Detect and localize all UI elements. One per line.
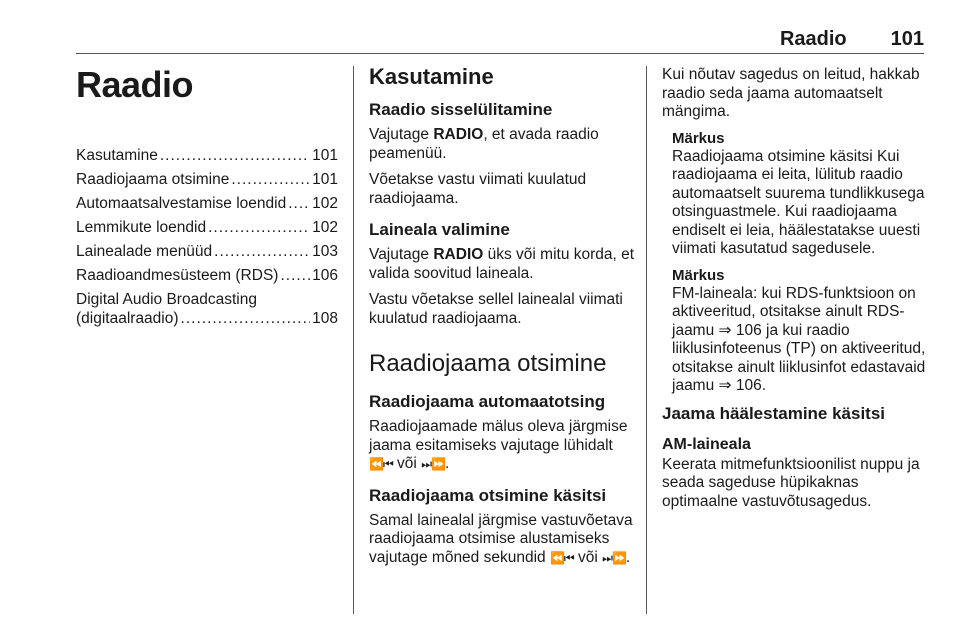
toc-leader — [214, 242, 310, 261]
toc-page: 103 — [312, 243, 338, 260]
toc-leader — [231, 170, 310, 189]
header-section: Raadio — [779, 28, 847, 50]
paragraph: Kui nõutav sagedus on leitud, hakkab raadio seda jaama automaatselt mängima. — [662, 66, 920, 120]
toc-leader — [288, 194, 310, 213]
note-label: Märkus — [672, 266, 725, 284]
column-divider-1 — [353, 66, 354, 614]
toc-page: 102 — [312, 219, 338, 236]
subheading-manual-tuning: Jaama häälestamine käsitsi — [662, 403, 886, 423]
subheading-radio-on: Raadio sisselülitamine — [369, 100, 553, 119]
seek-back-icon: ⏪⏮ — [549, 550, 574, 565]
toc-item[interactable] — [76, 218, 338, 237]
paragraph: Võetakse vastu viimati kuulatud raadiojaama. — [369, 171, 587, 207]
content-column-3 — [662, 66, 932, 519]
toc-label: Automaatsalvestamise loendid — [76, 195, 287, 212]
toc-item[interactable] — [76, 242, 338, 261]
note-box — [662, 267, 932, 396]
toc-label: Lainealade menüüd — [76, 243, 213, 260]
toc-leader — [280, 266, 310, 285]
paragraph: Keerata mitmefunktsioonilist nuppu ja seada sageduse hüpikaknas optimaalne vastuvõtusagedus. — [662, 455, 920, 510]
toc-leader — [160, 146, 310, 165]
subheading-auto-search: Raadiojaama automaatotsing — [369, 392, 606, 411]
toc-item[interactable] — [76, 170, 338, 189]
header-page-number: 101 — [890, 28, 924, 50]
toc-page: 102 — [312, 195, 338, 212]
toc-label-cont: (digitaalraadio) — [76, 310, 179, 327]
note-label: Märkus — [672, 129, 725, 147]
section-heading-usage: Kasutamine — [369, 64, 494, 89]
note-box — [662, 130, 932, 259]
subheading-band-select: Laineala valimine — [369, 220, 510, 239]
seek-back-icon: ⏪⏮ — [369, 457, 393, 471]
seek-forward-icon: ⏭⏩ — [602, 550, 626, 565]
toc-page: 101 — [312, 147, 338, 164]
toc-label: Raadioandmesüsteem (RDS) — [76, 267, 279, 284]
content-column-2 — [369, 60, 635, 575]
page-ref-icon: ⇒ — [718, 321, 732, 339]
toc-list — [76, 146, 338, 328]
paragraph: Vajutage RADIO, et avada raadio peamenüü. — [369, 126, 599, 162]
toc-label: Raadiojaama otsimine — [76, 171, 230, 188]
toc-page: 101 — [312, 171, 338, 188]
page-ref-icon: ⇒ — [718, 377, 732, 394]
toc-column — [76, 60, 338, 333]
chapter-title: Raadio — [76, 64, 194, 105]
seek-forward-icon: ⏭⏩ — [421, 457, 445, 471]
paragraph: Vastu võetakse sellel lainealal viimati kuulatud raadiojaama. — [369, 291, 623, 327]
subheading-manual-search: Raadiojaama otsimine käsitsi — [369, 485, 607, 505]
toc-label: Lemmikute loendid — [76, 219, 207, 236]
paragraph: Raadiojaamade mälus oleva järgmise jaama esitamiseks vajutage lühidalt ⏪⏮ või ⏭⏩. — [369, 418, 628, 472]
toc-page: 108 — [312, 310, 338, 327]
toc-page: 106 — [312, 267, 338, 284]
radio-key-label: RADIO — [433, 126, 484, 143]
note-text: Raadiojaama otsimine käsitsi Kui raadiojaama ei leita, lülitub raadio automaatselt suurema tundlikkusega otsinguastmele. Kui raadiojaama endiselt ei leia, häälestatakse uuesti viimati kasutatud sagedusele. — [672, 147, 925, 257]
toc-leader — [208, 218, 310, 237]
toc-item[interactable] — [76, 266, 338, 285]
section-heading-search: Raadiojaama otsimine — [369, 350, 607, 377]
toc-label: Digital Audio Broadcasting — [76, 291, 257, 308]
column-divider-2 — [646, 66, 647, 614]
radio-key-label: RADIO — [433, 246, 484, 263]
running-header — [76, 28, 924, 52]
toc-item-multiline[interactable] — [76, 290, 338, 328]
paragraph: Samal lainealal järgmise vastuvõetava raadiojaama otsimise alustamiseks vajutage mõned sekundid ⏪⏮ või ⏭⏩. — [369, 511, 633, 566]
toc-item[interactable] — [76, 146, 338, 165]
note-text: FM-laineala: kui RDS-funktsioon on aktiveeritud, otsitakse ainult RDS-jaamu ⇒ 106 ja kui raadio liiklusinfoteenus (TP) on aktiveeritud, otsitakse ainult liiklusinfot edastavaid jaamu ⇒ 106. — [672, 284, 926, 394]
toc-label: Kasutamine — [76, 147, 158, 164]
toc-leader — [181, 309, 311, 328]
paragraph: Vajutage RADIO üks või mitu korda, et valida soovitud laineala. — [369, 246, 635, 282]
subheading-am-band: AM-laineala — [662, 435, 751, 453]
header-rule — [76, 53, 924, 54]
toc-item[interactable] — [76, 194, 338, 213]
